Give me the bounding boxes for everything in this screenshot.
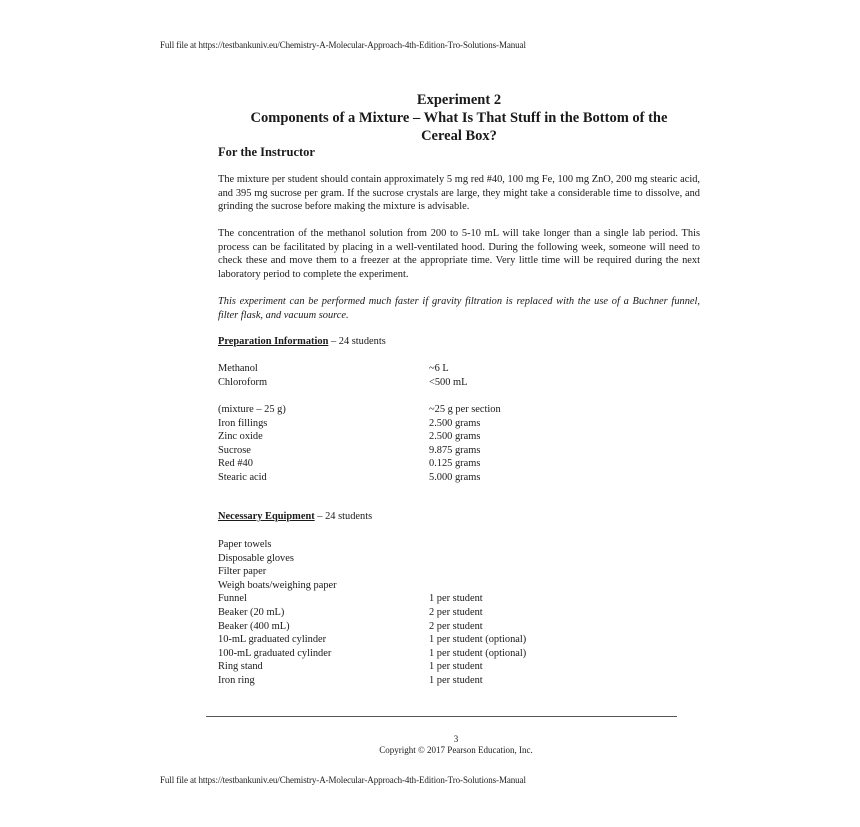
title-line-3: Cereal Box? [421,128,497,144]
section-heading-instructor: For the Instructor [218,145,315,159]
list-row [218,376,467,390]
item-amount: 2 per student [429,606,483,618]
item-amount: ~25 g per section [429,404,501,415]
list-row [218,444,501,458]
preparation-heading [218,336,386,347]
item-name: Beaker (20 mL) [218,606,285,618]
preparation-heading-label: Preparation Information [218,336,329,347]
mixture-list [218,403,501,485]
paragraph-2: The concentration of the methanol solution from 200 to 5-10 mL will take longer than a single lab period. This process can be facilitated by placing in a well-ventilated hood. During the following week, someone will need to check these and move them to a freezer at the appropriate time. Very little time will be required during the next laboratory period to complete the experiment. [218,228,700,280]
footer-divider [206,716,677,717]
item-name: Zinc oxide [218,431,263,443]
list-row [218,660,526,674]
title-line-1: Experiment 2 [416,92,502,108]
item-amount: 1 per student [429,593,483,605]
preparation-heading-suffix: – 24 students [328,336,386,347]
list-row [218,606,526,620]
paragraph-3: This experiment can be performed much faster if gravity filtration is replaced with the use of a Buchner funnel, filter flask, and vacuum source. [218,296,700,321]
list-row [218,620,526,634]
equipment-heading-label: Necessary Equipment [218,511,315,522]
item-name: Methanol [218,363,258,374]
list-row [218,417,501,431]
list-row [218,647,526,661]
item-name: Iron fillings [218,417,268,429]
page-number: 3 [453,734,459,744]
list-row [218,538,526,552]
item-amount: <500 mL [429,376,468,388]
item-name: Sucrose [218,444,251,456]
item-amount: 9.875 grams [429,444,481,456]
list-row [218,674,526,688]
item-amount: 5.000 grams [429,471,481,483]
item-name: Weigh boats/weighing paper [218,579,337,591]
item-name: Chloroform [218,376,268,388]
item-amount: 2.500 grams [429,417,481,429]
equipment-list [218,538,526,688]
item-name: 10-mL graduated cylinder [218,634,327,646]
list-row [218,579,526,593]
item-name: Funnel [218,593,247,605]
item-amount: 1 per student [429,661,483,673]
item-amount: ~6 L [429,363,449,374]
equipment-heading [218,511,372,522]
item-name: Beaker (400 mL) [218,620,290,632]
item-amount: 2 per student [429,620,483,632]
item-name: 100-mL graduated cylinder [218,647,332,659]
item-name: Disposable gloves [218,552,294,564]
item-amount: 2.500 grams [429,431,481,443]
item-name: Stearic acid [218,471,267,483]
list-row [218,565,526,579]
list-row [218,457,501,471]
list-row [218,471,501,485]
item-name: Iron ring [218,674,255,686]
solvents-list [218,362,467,389]
title-line-2: Components of a Mixture – What Is That Stuff in the Bottom of the [250,110,668,126]
equipment-heading-suffix: – 24 students [314,511,373,522]
item-name: Red #40 [218,458,253,470]
item-name: Paper towels [218,539,272,550]
footer-runner: Full file at https://testbankuniv.eu/Chemistry-A-Molecular-Approach-4th-Edition-Tro-Solutions-Manual [160,775,526,785]
header-runner: Full file at https://testbankuniv.eu/Chemistry-A-Molecular-Approach-4th-Edition-Tro-Solutions-Manual [160,40,526,50]
copyright-line: Copyright © 2017 Pearson Education, Inc. [379,745,533,755]
item-name: Filter paper [218,566,267,578]
list-row [218,552,526,566]
item-amount: 1 per student (optional) [429,647,527,659]
paragraph-1: The mixture per student should contain approximately 5 mg red #40, 100 mg Fe, 100 mg ZnO, 200 mg stearic acid, and 395 mg sucrose per gram. If the sucrose crystals are large, they might take a considerable time to dissolve, and grinding the sucrose before making the mixture is advisable. [218,174,700,213]
item-amount: 1 per student [429,674,483,686]
list-row [218,403,501,417]
list-row [218,430,501,444]
list-row [218,592,526,606]
page-title [218,91,700,145]
item-amount: 0.125 grams [429,458,481,470]
item-name: (mixture – 25 g) [218,404,286,415]
item-name: Ring stand [218,661,263,673]
list-row [218,633,526,647]
list-row [218,362,467,376]
item-amount: 1 per student (optional) [429,634,527,646]
